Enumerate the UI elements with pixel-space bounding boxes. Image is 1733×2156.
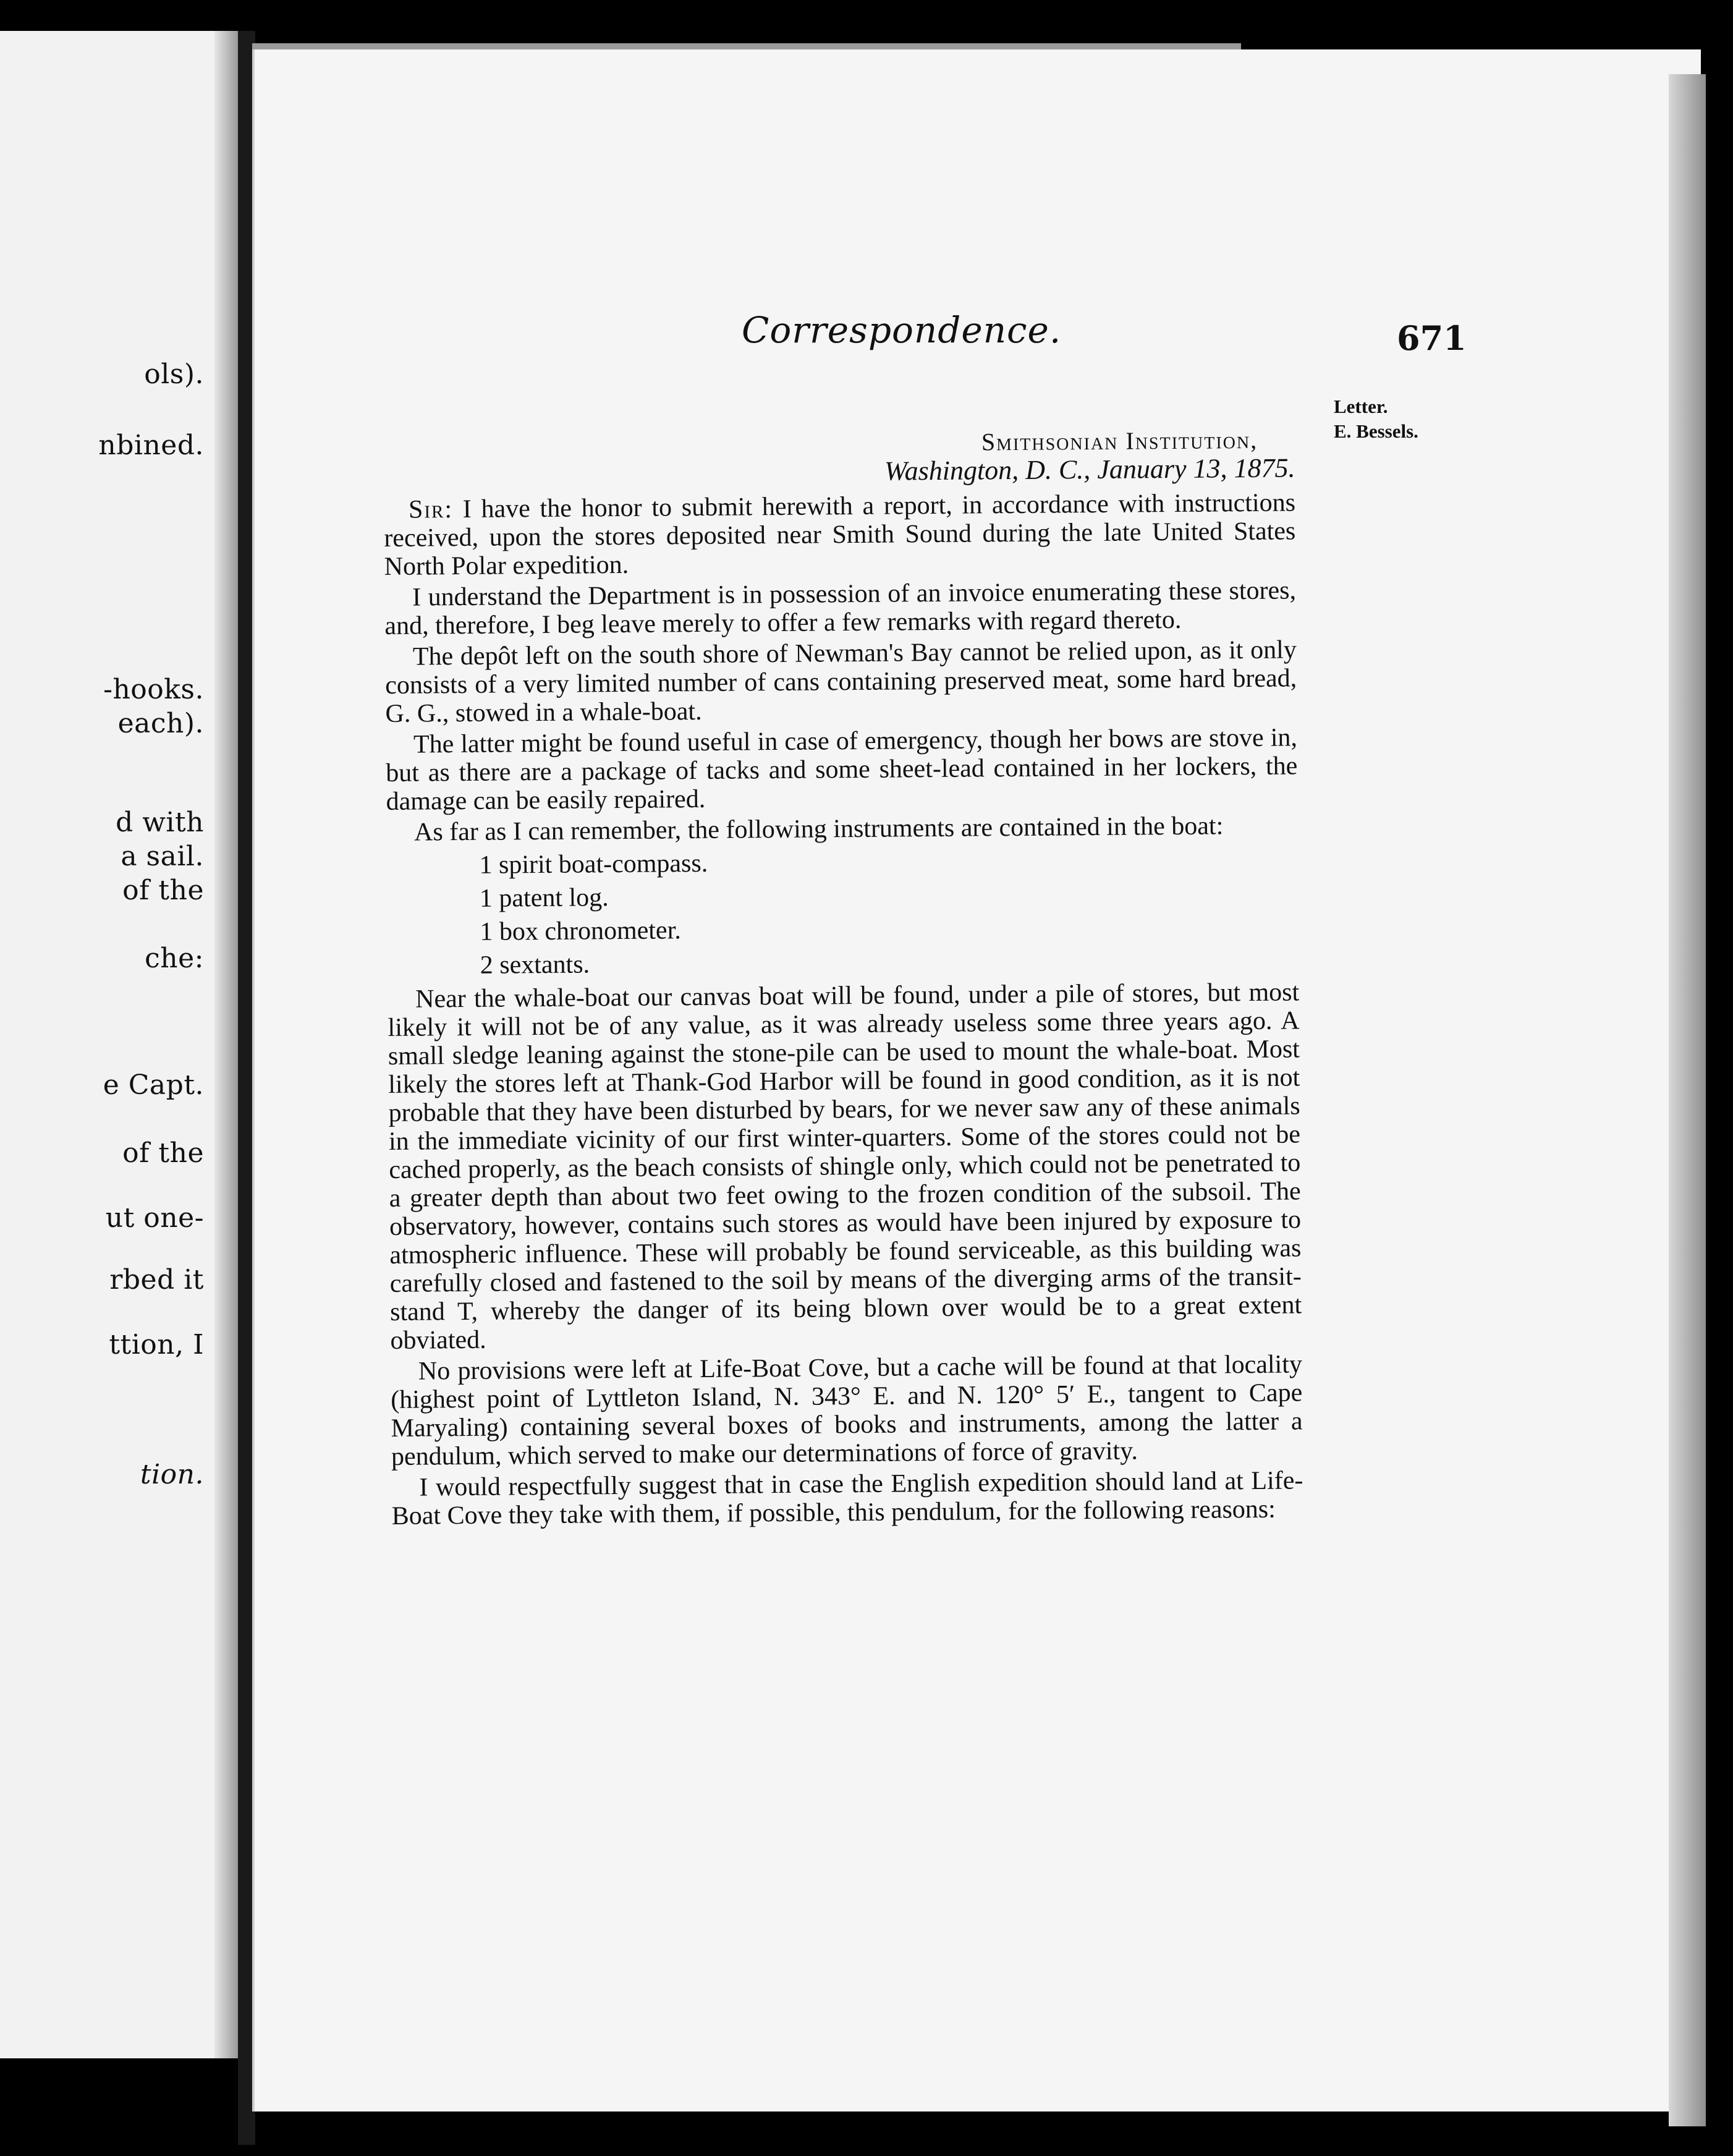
page-edge-shadow [1669, 74, 1706, 2126]
left-page-fragment: che: [145, 943, 204, 974]
left-page-fragment: tion. [140, 1459, 204, 1490]
letter-paragraph: I understand the Department is in possession of an invoice enumerating these stores, and, therefore, I beg leave merely to offer a few remarks with regard thereto. [384, 576, 1297, 640]
previous-page [0, 31, 242, 2058]
letter-body [383, 425, 1303, 1533]
page-spine-shadow [214, 31, 238, 2058]
left-page-fragment: ttion, I [109, 1329, 204, 1360]
running-head: Correspondence. [742, 309, 1062, 351]
instrument-list-item: 1 patent log. [479, 883, 609, 913]
institution-heading: Smithsonian Institution, [981, 425, 1258, 456]
left-page-fragment: of the [122, 875, 204, 906]
letter-paragraph: The latter might be found useful in case of emergency, though her bows are stove in, but as there are a package of tacks and some sheet-lead contained in her lockers, the damage can be easily repaired. [386, 723, 1298, 816]
margin-note-author: E. Bessels. [1334, 420, 1418, 442]
dateline: Washington, D. C., January 13, 1875. [884, 452, 1295, 486]
letter-paragraph: As far as I can remember, the following instruments are contained in the boat: [413, 812, 1224, 847]
left-page-fragment: a sail. [121, 841, 204, 872]
letter-paragraph: The depôt left on the south shore of Newman's Bay cannot be relied upon, as it only consists of a very limited number of cans containing preserved meat, some hard bread, G. G., stowed in a whale-boat. [385, 635, 1297, 728]
left-page-fragment: of the [122, 1137, 204, 1169]
left-page-fragment: nbined. [98, 430, 204, 461]
left-page-fragment: ols). [144, 359, 204, 390]
letter-paragraph: Near the whale-boat our canvas boat will be found, under a pile of stores, but most likely it will not be of any value, as it was already useless some three years ago. A small sledge leaning against the stone-pile can be used to mount the whale-boat. Most likely the stores left at Thank-God Harbor will be found in good condition, as it is not probable that they have been disturbed by bears, for we never saw any of these animals in the immediate vicinity of our first winter-quarters. Some of the stores could not be cached properly, as the beach consists of shingle only, which could not be penetrated to a greater depth than about two feet owing to the frozen condition of the subsoil. The observatory, however, contains such stores as would have been injured by exposure to atmospheric influence. These will probably be found serviceable, as this building was carefully closed and fastened to the soil by means of the diverging arms of the transit-stand T, whereby the danger of its being blown over would be to a great extent obviated. [388, 978, 1302, 1355]
instrument-list-item: 1 box chronometer. [480, 916, 681, 946]
left-page-fragment: d with [116, 807, 204, 838]
instrument-list-item: 1 spirit boat-compass. [479, 849, 708, 880]
left-page-fragment: -hooks. [103, 674, 204, 705]
paragraph-text: I have the honor to submit herewith a report, in accordance with instructions received, upon the stores deposited near Smith Sound during the late United States North Polar expedition. [384, 488, 1296, 581]
left-page-fragment: e Capt. [103, 1069, 204, 1101]
page-number: 671 [1397, 318, 1467, 358]
letter-paragraph: I would respectfully suggest that in case the English expedition should land at Life-Boat Cove they take with them, if possible, this pendulum, for the following reasons: [391, 1466, 1303, 1530]
left-page-fragment: rbed it [109, 1264, 204, 1296]
instrument-list-item: 2 sextants. [480, 950, 590, 980]
letter-paragraph: No provisions were left at Life-Boat Cove, but a cache will be found at that locality (highest point of Lyttleton Island, N. 343° E. and N. 120° 5′ E., tangent to Cape Maryaling) containing several boxes of books and instruments, among the latter a pendulum, which served to make our determinations of force of gravity. [391, 1350, 1303, 1471]
left-page-fragment: each). [117, 708, 204, 739]
margin-note-letter: Letter. [1334, 396, 1388, 417]
left-page-fragment: ut one- [105, 1202, 204, 1234]
letter-paragraph [384, 488, 1296, 581]
salutation: Sir: [408, 495, 454, 524]
